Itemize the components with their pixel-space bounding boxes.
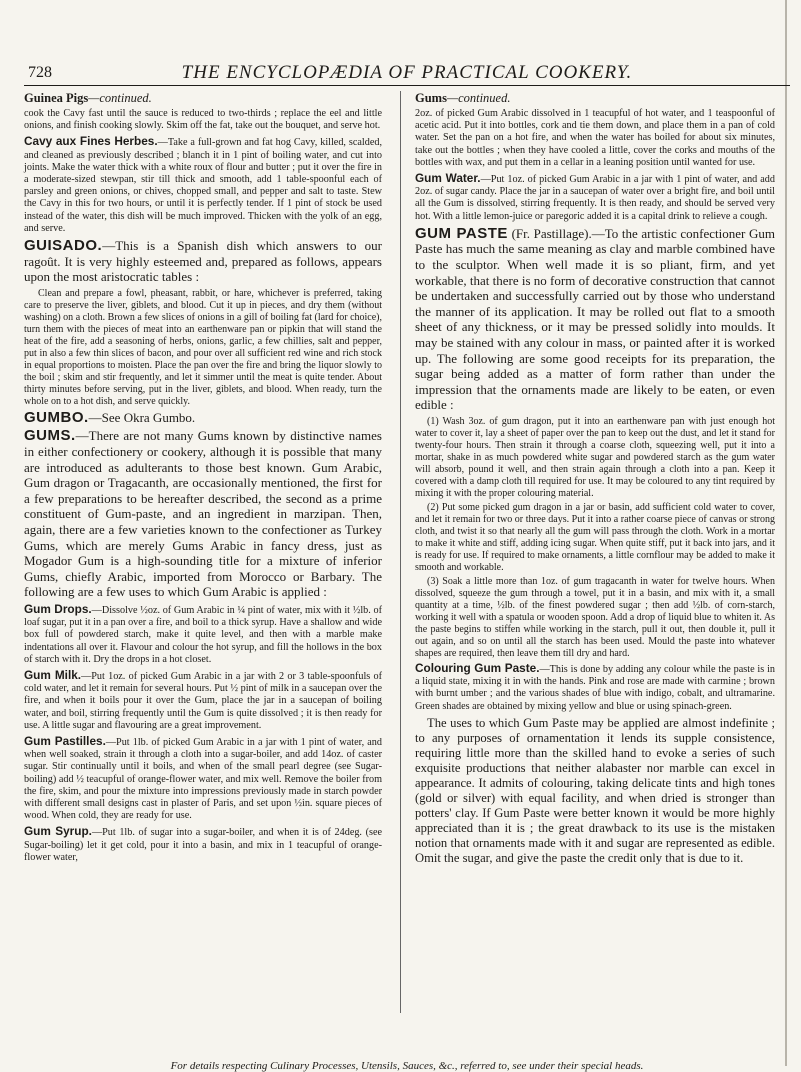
entry-gum-milk: [24, 669, 382, 732]
entry-gum-pastilles: [24, 735, 382, 822]
entry-heading: Gum Drops.: [24, 601, 92, 616]
continued-suffix: —continued.: [88, 91, 152, 105]
left-column: [24, 91, 382, 867]
entry-heading: GUMS.: [24, 427, 76, 445]
entry-text: —Put 1lb. of sugar into a sugar-boiler, and when it is of 24deg. (see Sugar-boiling) let it get cold, pour it into a basin, and mix in 1 teacupful of orange-flower water,: [24, 827, 383, 863]
entry-text: —This is a Spanish dish which answers to our ragoût. It is very highly esteemed and, prepared as follows, appears upon the most aristocratic tables :: [24, 238, 382, 285]
gum-paste-recipe-3: (3) Soak a little more than 1oz. of gum tragacanth in water for twelve hours. When dissolved, squeeze the gum through a towel, put it in a basin, and mix with it, a small quantity at a time, ½lb. of the finest powdered sugar ; then add ½lb. of corn-starch, working it well with a spatula or wooden spoon. Add a drop of liquid blue to whiten it. As the paste begins to stiffen while working in the starch, pull it out, then double it, pull it out again, and so on until all the starch has been used. Mould the paste into whatever shapes are required, then leave them till dry and hard.: [415, 575, 775, 659]
gum-syrup-continued-text: 2oz. of picked Gum Arabic dissolved in 1 teacupful of hot water, and 1 teaspoonful of acetic acid. Put it into bottles, cork and tie them down, and place them in a pan of cold water. Set the pan on a hot fire, and when the water has boiled for about six minutes, take out the bottles ; when they have cooled a little, cover the corks and mouths of the bottles with wax, and put them in a cellar in a leaning position until wanted for use.: [415, 108, 775, 168]
entry-heading: GUMBO.: [24, 408, 89, 426]
entry-gumbo: [24, 410, 382, 426]
entry-gum-water: [415, 172, 775, 223]
entry-gum-drops: [24, 603, 382, 666]
entry-text: —Put 1lb. of picked Gum Arabic in a jar with 1 pint of water, and when well soaked, strain it through a cloth into a sugar-boiler, and add 14oz. of caster sugar. Stir continually until it boils, and when of the small pearl degree (see Sugar-boiling) add ½ teacupful of orange-flower water, and mix well. Remove the boiler from the fire, skim, and pour the mixture into impressions previously made in starch powder with different small designs cast in plaster of Paris, and set upon ½in. square pieces of wood. When cold, they are ready for use.: [24, 736, 382, 822]
running-title: THE ENCYCLOPÆDIA OF PRACTICAL COOKERY.: [181, 62, 633, 83]
entry-heading: Gum Milk.: [24, 667, 82, 682]
entry-heading: Gum Syrup.: [24, 824, 92, 839]
page-footer: For details respecting Culinary Processes, Utensils, Sauces, &c., referred to, see under their special heads.: [170, 1060, 644, 1072]
continued-title: Gums: [415, 91, 447, 105]
entry-gum-paste: [415, 226, 775, 413]
entry-gums: [24, 428, 382, 600]
header-rule: [24, 85, 790, 86]
entry-heading: Colouring Gum Paste.: [415, 660, 540, 675]
guisado-recipe: Clean and prepare a fowl, pheasant, rabbit, or hare, whichever is preferred, taking care to preserve the liver, giblets, and blood. Cut it up in pieces, and dry them (without washing) on a cloth. Brown a few slices of onions in a gill of boiling fat (lard for choice), turn them with the pieces of meat into an earthenware pan or pipkin that will stand the heat of the fire, add a seasoning of herbs, onions, garlic, a few chillies, salt and pepper, put in also a few thin slices of bacon, and pour over all sufficient red wine and rich stock in equal proportions to moisten. Place the pan over the fire and bring the liquor slowly to the boil ; skim and stir frequently, and let it simmer until the meat is quite tender. About thirty minutes before serving, put in the liver, giblets, and blood. When ready, turn the whole on to a hot dish, and serve quickly.: [24, 287, 382, 407]
guinea-pig-continued-text: cook the Cavy fast until the sauce is reduced to two-thirds ; replace the eel and little onions, and finish cooking slowly. Skim off the fat, take out the bouquet, and serve hot.: [24, 108, 382, 132]
entry-heading: Gum Pastilles.: [24, 733, 106, 748]
gum-paste-closing-paragraph: The uses to which Gum Paste may be applied are almost indefinite ; to any purposes of ornamentation it lends its supple consistence, requiring little more than the skilled hand to evoke a series of such exquisite productions that neither alabaster nor marble can excel in appearance. It admits of colouring, taking delicate tints and high tones (gold or silver) with equal facility, and when dried is stronger than potters' clay. If Gum Paste were better known it would be more highly appreciated than it is ; the great drawback to its use is the mistaken notion that ornaments made with it and sugar are represented as edible. Omit the sugar, and give the paste the credit only that is due to it.: [415, 715, 775, 865]
entry-heading: Gum Water.: [415, 171, 481, 186]
entry-cavy-fines-herbes: [24, 135, 382, 235]
entry-text: (Fr. Pastillage).—To the artistic confectioner Gum Paste has much the same meaning as clay and marble combined have to the sculptor. When well made it is so pliant, firm, and yet workable, that there is no form of decorative construction that cannot be undertaken and successfully carried out by those who understand the manner of its application. It may be rolled out flat to a smooth sheet of any thickness, or it may be pressed solidly into moulds. It may be stained with any colour in mass, or painted after it is worked up. The following are some good receipts for its preparation, the sugar being added as a matter of form rather than under the impression that the ornaments made are likely to be eaten, or even edible :: [415, 225, 775, 413]
entry-colouring-gum-paste: [415, 662, 775, 713]
right-column: [415, 91, 775, 869]
continued-heading: [24, 91, 382, 106]
entry-heading: Cavy aux Fines Herbes.: [24, 134, 158, 149]
entry-text: —There are not many Gums known by distinctive names in either confectionery or cookery, although it is possible that many are introduced as adulterants to those best known. Gum Arabic, Gum dragon or Tragacanth, are occasionally mentioned, the first for a few preparations to be hereafter described, the second as a prime constituent of Gum-paste, and an ingredient in marzipan. Then, again, there are a few varieties known to the confectioner as Turkey Gums, which are merely Gums Arabic in fancy dress, just as Mogador Gum is a high-sounding title for a mixture of inferior Gums, chiefly Arabic, imported from Morocco or Barbary. The following are a few uses to which Gum Arabic is applied :: [24, 428, 382, 600]
entry-heading: GUISADO.: [24, 237, 103, 255]
continued-title: Guinea Pigs: [24, 91, 89, 105]
page-number: 728: [28, 64, 52, 81]
entry-text: —This is done by adding any colour while the paste is in a liquid state, mixing it in with the hands. Pink and rose are made with carmine ; brown with burnt umber ; and the various shades of blue with indigo, cobalt, and ultramarine. Green shades are obtained by mixing yellow and blue or using spinach-green.: [415, 663, 775, 712]
entry-text: —Take a full-grown and fat hog Cavy, killed, scalded, and cleaned as previously described ; blanch it in 1 pint of boiling water, and cut into joints. Make the water thick with a white roux of flour and butter ; put it over the fire in a moderate-sized stewpan, stir till thick and smooth, add 1 table-spoonful each of parsley and green onions, or chives, chopped small, and pepper and salt to taste. Stew the Cavy in this for two hours, or until it is perfectly tender. If 1 pint of stock be used instead of the water, this dish will be much improved. Thicken with the yolk of an egg, and serve.: [24, 137, 382, 234]
entry-text: —Put 1oz. of picked Gum Arabic in a jar with 1 pint of water, and add 2oz. of sugar candy. Place the jar in a saucepan of water over a bright fire, and boil until all the Gum is dissolved, stirring frequently. It is then ready, and should be served very hot. With a little lemon-juice or paregoric added it is a capital drink to relieve a cough.: [415, 174, 775, 222]
entry-guisado: [24, 238, 382, 285]
running-header: [24, 58, 790, 84]
entry-text: —Dissolve ½oz. of Gum Arabic in ¼ pint of water, mix with it ½lb. of loaf sugar, put it in a pan over a fire, and boil to a thick syrup. Have a shallow and wide box full of powdered starch, make it quite level, and then with a marble make indentations all over it. Flavour and colour the hot syrup, and fill the hollows in the box of starch with it. Dry the drops in a hot closet.: [24, 604, 382, 665]
entry-heading: GUM PASTE: [415, 224, 508, 242]
gum-paste-recipe-1: (1) Wash 3oz. of gum dragon, put it into an earthenware pan with just enough hot water to cover it, lay a sheet of paper over the pan to keep out the dust, and let it stand for twenty-four hours. Then strain it through a coarse cloth, squeezing well, put it into a mortar, shake in as much powdered white sugar and powdered starch as the gum water will absorb, pound it well, and then strain again through a cloth into a pan. Keep it covered with a damp cloth till required for use. It may be coloured to any tint required by mixing it with the proper colouring material.: [415, 415, 775, 499]
column-divider: [400, 91, 401, 1013]
entry-gum-syrup: [24, 825, 382, 864]
cross-reference: —See Okra Gumbo.: [88, 409, 196, 425]
book-page: [24, 58, 790, 1072]
continued-suffix: —continued.: [446, 91, 511, 105]
entry-text: —Put 1oz. of picked Gum Arabic in a jar with 2 or 3 table-spoonfuls of cold water, and let it remain for several hours. Put ½ pint of milk in a saucepan over the fire, and when it boils pour it over the Gum, place the jar in a saucepan of boiling water, and boil, stirring frequently until the Gum is quite dissolved ; it is then ready for use. A little sugar and flavouring are a great improvement.: [24, 670, 382, 731]
continued-heading: [415, 91, 775, 106]
gum-paste-recipe-2: (2) Put some picked gum dragon in a jar or basin, add sufficient cold water to cover, and let it remain for two or three days. Put it into a rather coarse piece of canvas or strong cloth, and twist it so that nearly all the gum will pass through the cloth. Work in a mortar to make it white and stiff, adding icing sugar. When quite stiff, put it back into jars, and it is ready for use. If required to make ornaments, a little cornflour may be added to make it smooth and workable.: [415, 501, 775, 573]
